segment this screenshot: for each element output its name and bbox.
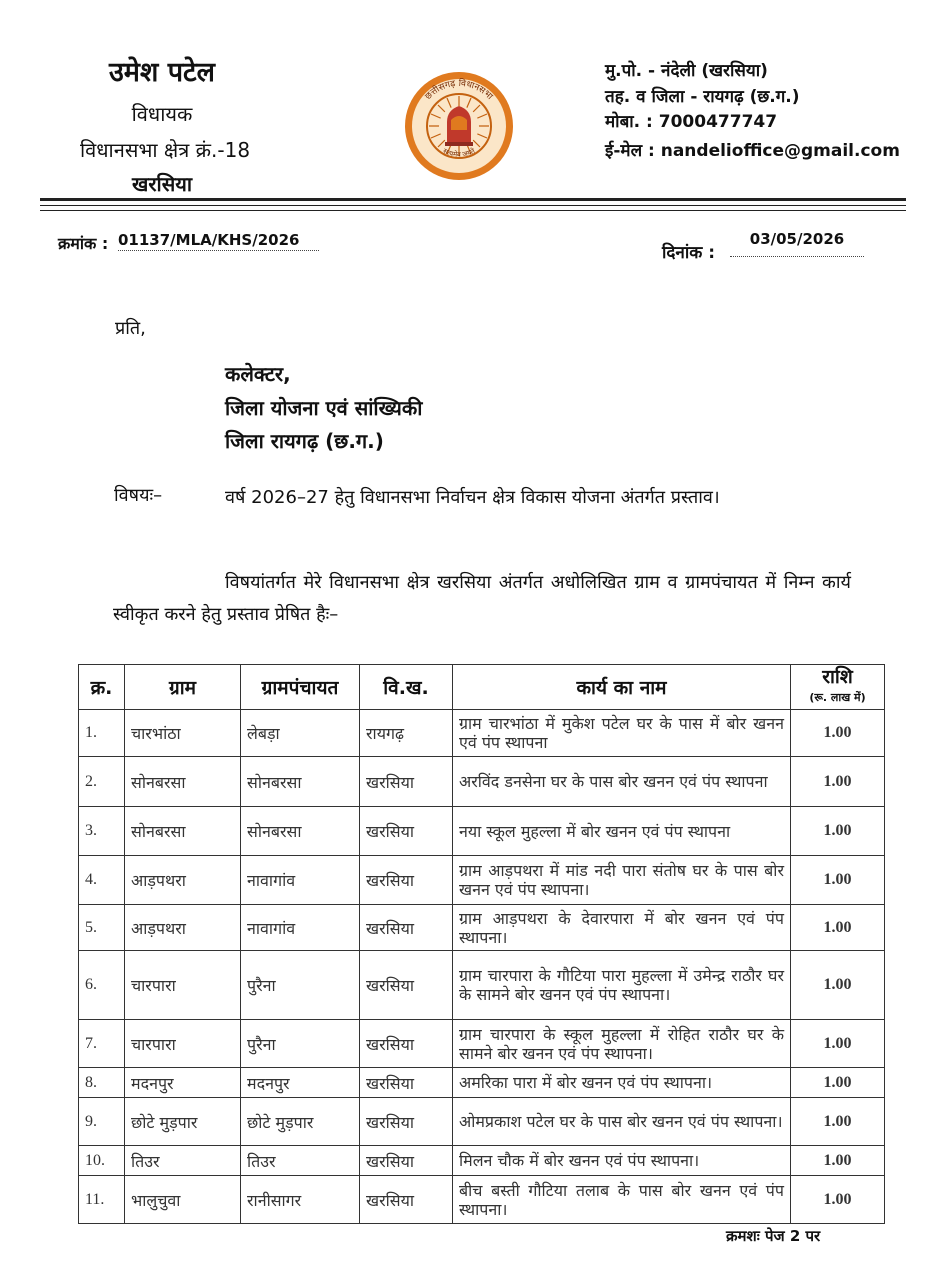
row-work: नया स्कूल मुहल्ला में बोर खनन एवं पंप स्थापना bbox=[453, 807, 791, 856]
row-block: खरसिया bbox=[360, 856, 453, 905]
row-block: खरसिया bbox=[360, 1176, 453, 1224]
header-rule-thin bbox=[40, 205, 906, 206]
row-amount: 1.00 bbox=[791, 1176, 885, 1224]
row-block: खरसिया bbox=[360, 1146, 453, 1176]
row-work: ग्राम आड़पथरा में मांड नदी पारा संतोष घर के पास बोर खनन एवं पंप स्थापना। bbox=[453, 856, 791, 905]
row-village: छोटे मुड़पार bbox=[125, 1098, 241, 1146]
continuation-note: क्रमशः पेज 2 पर bbox=[726, 1227, 821, 1245]
row-amount: 1.00 bbox=[791, 856, 885, 905]
row-work: ग्राम आड़पथरा के देवारपारा में बोर खनन एवं पंप स्थापना। bbox=[453, 905, 791, 951]
recipient-line-2: जिला योजना एवं सांख्यिकी bbox=[225, 396, 423, 420]
row-panchayat: रानीसागर bbox=[241, 1176, 360, 1224]
row-work: ग्राम चारभांठा में मुकेश पटेल घर के पास में बोर खनन एवं पंप स्थापना bbox=[453, 710, 791, 757]
row-panchayat: पुरैना bbox=[241, 1020, 360, 1068]
row-block: खरसिया bbox=[360, 1098, 453, 1146]
subject-label: विषयः– bbox=[114, 485, 163, 506]
table-row bbox=[79, 951, 885, 1020]
reference-number: 01137/MLA/KHS/2026 bbox=[118, 231, 319, 251]
mla-designation: विधायक bbox=[131, 102, 193, 126]
row-sn: 4. bbox=[79, 856, 125, 905]
table-row bbox=[79, 1098, 885, 1146]
row-amount: 1.00 bbox=[791, 1068, 885, 1098]
row-village: चारपारा bbox=[125, 1020, 241, 1068]
header-amount-unit: (रू. लाख में) bbox=[809, 690, 866, 704]
row-sn: 5. bbox=[79, 905, 125, 951]
date-value: 03/05/2026 bbox=[730, 230, 864, 257]
row-village: सोनबरसा bbox=[125, 757, 241, 807]
email-address: ई-मेल : nandelioffice@gmail.com bbox=[605, 141, 900, 161]
row-amount: 1.00 bbox=[791, 905, 885, 951]
row-block: खरसिया bbox=[360, 757, 453, 807]
row-sn: 11. bbox=[79, 1176, 125, 1224]
address-line-2: तह. व जिला - रायगढ़ (छ.ग.) bbox=[605, 87, 800, 107]
row-block: खरसिया bbox=[360, 951, 453, 1020]
row-panchayat: सोनबरसा bbox=[241, 757, 360, 807]
table-row bbox=[79, 1176, 885, 1224]
row-sn: 10. bbox=[79, 1146, 125, 1176]
header-amount-label: राशि bbox=[822, 665, 853, 688]
table-row bbox=[79, 1068, 885, 1098]
table-header-row bbox=[79, 665, 885, 710]
row-sn: 3. bbox=[79, 807, 125, 856]
recipient-line-1: कलेक्टर, bbox=[225, 362, 291, 386]
row-sn: 1. bbox=[79, 710, 125, 757]
table-row bbox=[79, 856, 885, 905]
row-block: खरसिया bbox=[360, 807, 453, 856]
table-row bbox=[79, 807, 885, 856]
body-paragraph: विषयांतर्गत मेरे विधानसभा क्षेत्र खरसिया अंतर्गत अधोलिखित ग्राम व ग्रामपंचायत में निम्न कार्य स्वीकृत करने हेतु प्रस्ताव प्रेषित हैः– bbox=[113, 572, 851, 625]
mobile-number: मोबा. : 7000477747 bbox=[605, 112, 778, 132]
seal-top-text: छत्तीसगढ़ विधानसभा bbox=[423, 78, 495, 103]
assembly-seal-icon bbox=[403, 70, 515, 182]
row-block: खरसिया bbox=[360, 1020, 453, 1068]
row-work: अमरिका पारा में बोर खनन एवं पंप स्थापना। bbox=[453, 1068, 791, 1098]
row-panchayat: पुरैना bbox=[241, 951, 360, 1020]
mla-name: उमेश पटेल bbox=[109, 57, 215, 88]
reference-label: क्रमांक : bbox=[58, 234, 109, 253]
row-work: मिलन चौक में बोर खनन एवं पंप स्थापना। bbox=[453, 1146, 791, 1176]
row-sn: 9. bbox=[79, 1098, 125, 1146]
row-village: आड़पथरा bbox=[125, 905, 241, 951]
row-panchayat: सोनबरसा bbox=[241, 807, 360, 856]
row-block: खरसिया bbox=[360, 905, 453, 951]
row-block: खरसिया bbox=[360, 1068, 453, 1098]
row-amount: 1.00 bbox=[791, 1098, 885, 1146]
header-amount bbox=[791, 665, 885, 710]
constituency-town: खरसिया bbox=[131, 172, 193, 196]
row-panchayat: तिउर bbox=[241, 1146, 360, 1176]
table-row bbox=[79, 710, 885, 757]
row-village: सोनबरसा bbox=[125, 807, 241, 856]
header-village: ग्राम bbox=[125, 665, 241, 710]
row-amount: 1.00 bbox=[791, 710, 885, 757]
row-panchayat: नावागांव bbox=[241, 905, 360, 951]
row-amount: 1.00 bbox=[791, 807, 885, 856]
row-sn: 2. bbox=[79, 757, 125, 807]
header-rule-thick bbox=[40, 198, 906, 201]
row-village: चारपारा bbox=[125, 951, 241, 1020]
row-work: ग्राम चारपारा के गौटिया पारा मुहल्ला में उमेन्द्र राठौर घर के सामने बोर खनन एवं पंप स्थापना। bbox=[453, 951, 791, 1020]
row-work: अरविंद डनसेना घर के पास बोर खनन एवं पंप स्थापना bbox=[453, 757, 791, 807]
row-panchayat: नावागांव bbox=[241, 856, 360, 905]
row-panchayat: छोटे मुड़पार bbox=[241, 1098, 360, 1146]
works-table bbox=[78, 664, 885, 1224]
header-work: कार्य का नाम bbox=[453, 665, 791, 710]
row-village: तिउर bbox=[125, 1146, 241, 1176]
row-sn: 7. bbox=[79, 1020, 125, 1068]
subject-text: वर्ष 2026–27 हेतु विधानसभा निर्वाचन क्षेत्र विकास योजना अंतर्गत प्रस्ताव। bbox=[225, 487, 720, 508]
row-block: रायगढ़ bbox=[360, 710, 453, 757]
row-work: ग्राम चारपारा के स्कूल मुहल्ला में रोहित राठौर घर के सामने बोर खनन एवं पंप स्थापना। bbox=[453, 1020, 791, 1068]
header-panchayat: ग्रामपंचायत bbox=[241, 665, 360, 710]
row-amount: 1.00 bbox=[791, 951, 885, 1020]
row-village: मदनपुर bbox=[125, 1068, 241, 1098]
table-row bbox=[79, 905, 885, 951]
header-sn: क्र. bbox=[79, 665, 125, 710]
row-sn: 6. bbox=[79, 951, 125, 1020]
row-amount: 1.00 bbox=[791, 1020, 885, 1068]
recipient-line-3: जिला रायगढ़ (छ.ग.) bbox=[225, 429, 384, 453]
constituency-number: विधानसभा क्षेत्र क्रं.-18 bbox=[79, 138, 251, 162]
row-panchayat: लेबड़ा bbox=[241, 710, 360, 757]
table-row bbox=[79, 757, 885, 807]
row-village: आड़पथरा bbox=[125, 856, 241, 905]
row-amount: 1.00 bbox=[791, 1146, 885, 1176]
row-work: बीच बस्ती गौटिया तलाब के पास बोर खनन एवं पंप स्थापना। bbox=[453, 1176, 791, 1224]
table-row bbox=[79, 1146, 885, 1176]
table-row bbox=[79, 1020, 885, 1068]
row-village: चारभांठा bbox=[125, 710, 241, 757]
seal-bottom-text: सत्यमेव जयते bbox=[441, 147, 477, 159]
salutation: प्रति, bbox=[115, 318, 146, 339]
header-rule-thin-2 bbox=[40, 210, 906, 211]
row-village: भालुचुवा bbox=[125, 1176, 241, 1224]
address-line-1: मु.पो. - नंदेली (खरसिया) bbox=[605, 61, 768, 81]
header-block: वि.ख. bbox=[360, 665, 453, 710]
row-panchayat: मदनपुर bbox=[241, 1068, 360, 1098]
date-label: दिनांक : bbox=[662, 243, 716, 263]
row-work: ओमप्रकाश पटेल घर के पास बोर खनन एवं पंप स्थापना। bbox=[453, 1098, 791, 1146]
row-amount: 1.00 bbox=[791, 757, 885, 807]
row-sn: 8. bbox=[79, 1068, 125, 1098]
